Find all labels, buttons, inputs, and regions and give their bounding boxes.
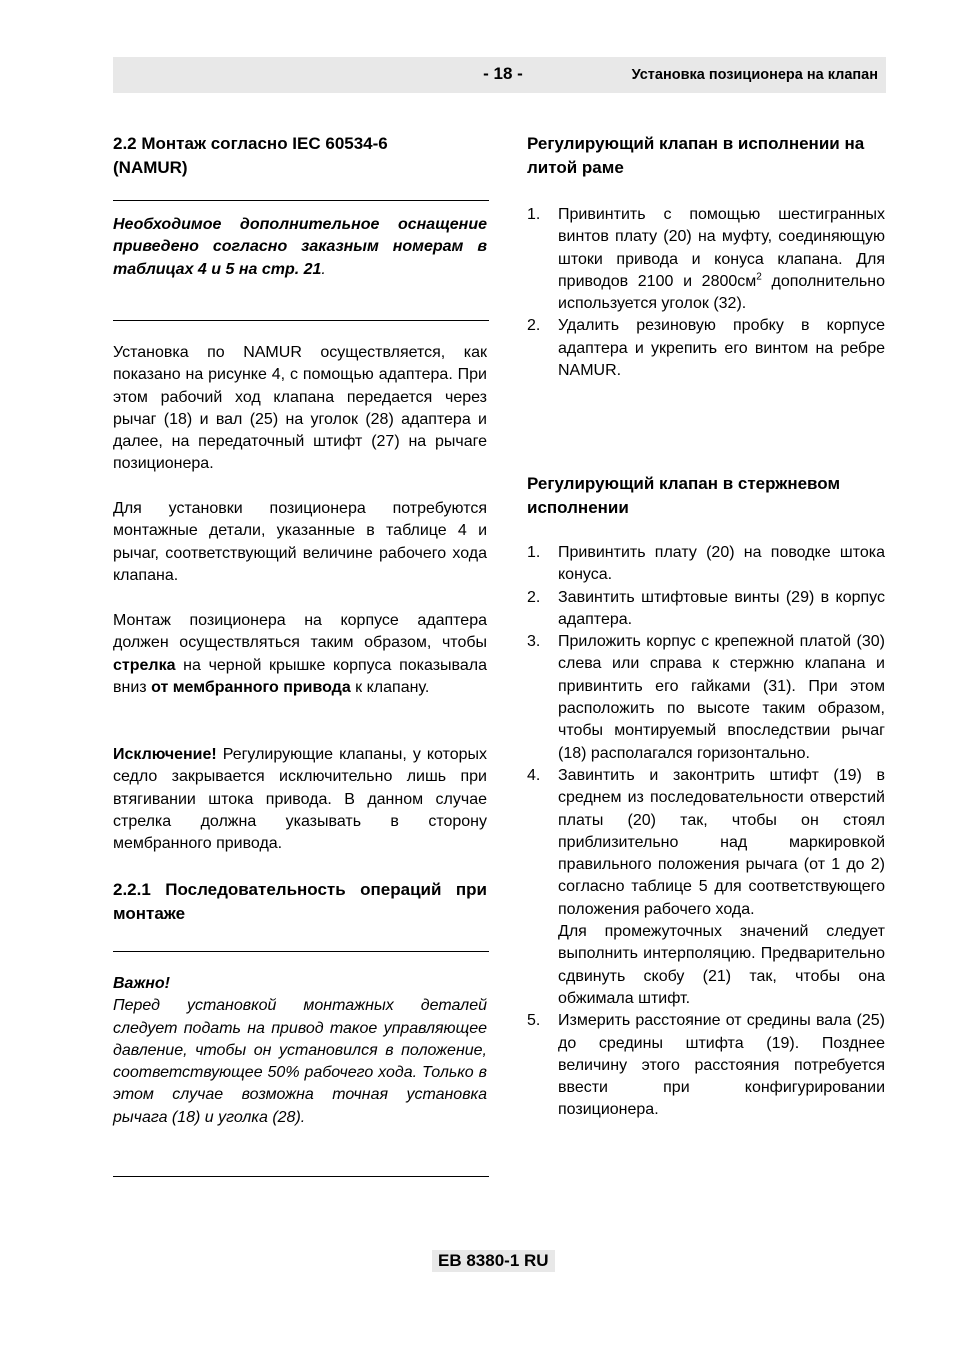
list-item-number: 1. [527,206,541,223]
list-item-text-cont: дополнительно используется уголок (32). [558,272,886,313]
list-item-number: 2. [527,317,541,335]
divider [113,200,489,201]
para3-bold-arrow: стрелка [113,656,176,674]
page-number: - 18 - [483,64,523,83]
list-item-number: 3. [527,633,541,651]
list-item [527,1010,885,1121]
list-item-text: Завинтить и законтрить штифт (19) в среднем из последовательности отверстий платы (20) так, чтобы он стоял приблизительно над маркировкой правильного положения рычага (от 1 до 2) согласно таблице 5 для соответствующего положения рабочего хода. [558,766,885,918]
list-item-text: Привинтить с помощью шестигранных винтов плату (20) на муфту, соединяющую штоки привода и конуса клапана. Для приводов 2100 и 2800см [558,206,885,290]
divider [113,951,489,952]
heading-rod-design: Регулирующий клапан в стержневом исполнении [527,474,841,517]
paragraph-mounting-parts: Для установки позиционера потребуются монтажные детали, указанные в таблице 4 и рычаг, соответствующий величине рабочего хода клапана. [113,500,487,584]
list-item-text: Удалить резиновую пробку в корпусе адаптера и укрепить его винтом на ребре NAMUR. [558,317,885,380]
important-note-text: Перед установкой монтажных деталей следует подать на привод такое управляющее давление, чтобы он установился в положение, соответствующее 50% рабочего хода. Только в этом случае возможна точная установка рычага (18) и уголка (28). [113,997,487,1126]
superscript: 2 [756,271,762,283]
list-cast-frame [527,204,885,382]
list-item-number: 4. [527,766,541,784]
note-equipment-period: . [321,260,326,278]
para3-text-c: на черной крышке корпуса показывала вниз [113,656,487,696]
page-header [113,57,886,93]
header-title: Установка позиционера на клапан [631,67,878,83]
list-item [527,587,885,632]
list-item [527,631,885,765]
para3-text-e: к клапану. [350,678,430,696]
important-note-title: Важно! [113,975,170,992]
paragraph-arrow-direction [113,610,487,699]
list-item-text: Завинтить штифтовые винты (29) в корпус адаптера. [558,588,885,628]
list-item-number: 1. [527,544,541,561]
list-item-number: 5. [527,1012,541,1030]
exception-text: Регулирующие клапаны, у которых седло закрывается исключительно лишь при втягивании штока привода. В данном случае стрелка должна указывать в сторону мембранного привода. [113,746,487,853]
para3-text-a: Монтаж позиционера на корпусе адаптера должен осуществляться таким образом, чтобы [113,612,487,652]
list-item-extra: Для промежуточных значений следует выполнить интерполяцию. Предварительно сдвинуть скобу (21) так, чтобы она обжимала штифт. [558,923,885,1007]
note-equipment-text: Необходимое дополнительное оснащение приведено согласно заказным номерам в таблицах 4 и 5 на стр. 21 [113,216,487,278]
list-item [527,315,885,382]
heading-cast-frame: Регулирующий клапан в исполнении на литой раме [527,134,865,177]
exception-label: Исключение! [113,746,217,763]
list-item [527,204,885,315]
list-item-number: 2. [527,588,541,606]
important-note [113,973,487,1129]
section-title: 2.2 Монтаж согласно IEC 60534-6 (NAMUR) [113,134,388,177]
list-item-text: Приложить корпус с крепежной платой (30) слева или справа к стержню клапана и привинтить его гайками (31). При этом расположить по высоте таким образом, чтобы монтируемый впоследствии рычаг (18) располагался горизонтально. [558,633,885,762]
note-equipment [113,214,487,281]
document-id: EB 8380-1 RU [432,1250,555,1272]
list-item-text: Измерить расстояние от средины вала (25) до средины штифта (19). Позднее величину этого расстояния потребуется ввести при конфигурировании позиционера. [558,1012,885,1119]
divider [113,1176,489,1177]
paragraph-exception [113,744,487,855]
list-item [527,765,885,1010]
list-item-text: Привинтить плату (20) на поводке штока конуса. [558,544,885,584]
subsection-title: 2.2.1 Последовательность операций при монтаже [113,880,487,923]
paragraph-namur-installation: Установка по NAMUR осуществляется, как показано на рисунке 4, с помощью адаптера. При этом рабочий ход клапана передается через рычаг (18) и вал (25) на уголок (28) адаптера и далее, на передаточный штифт (27) на рычаге позиционера. [113,344,487,473]
para3-bold-actuator: от мембранного привода [151,678,351,696]
divider [113,320,489,321]
list-rod-design [527,542,885,1122]
list-item [527,542,885,587]
